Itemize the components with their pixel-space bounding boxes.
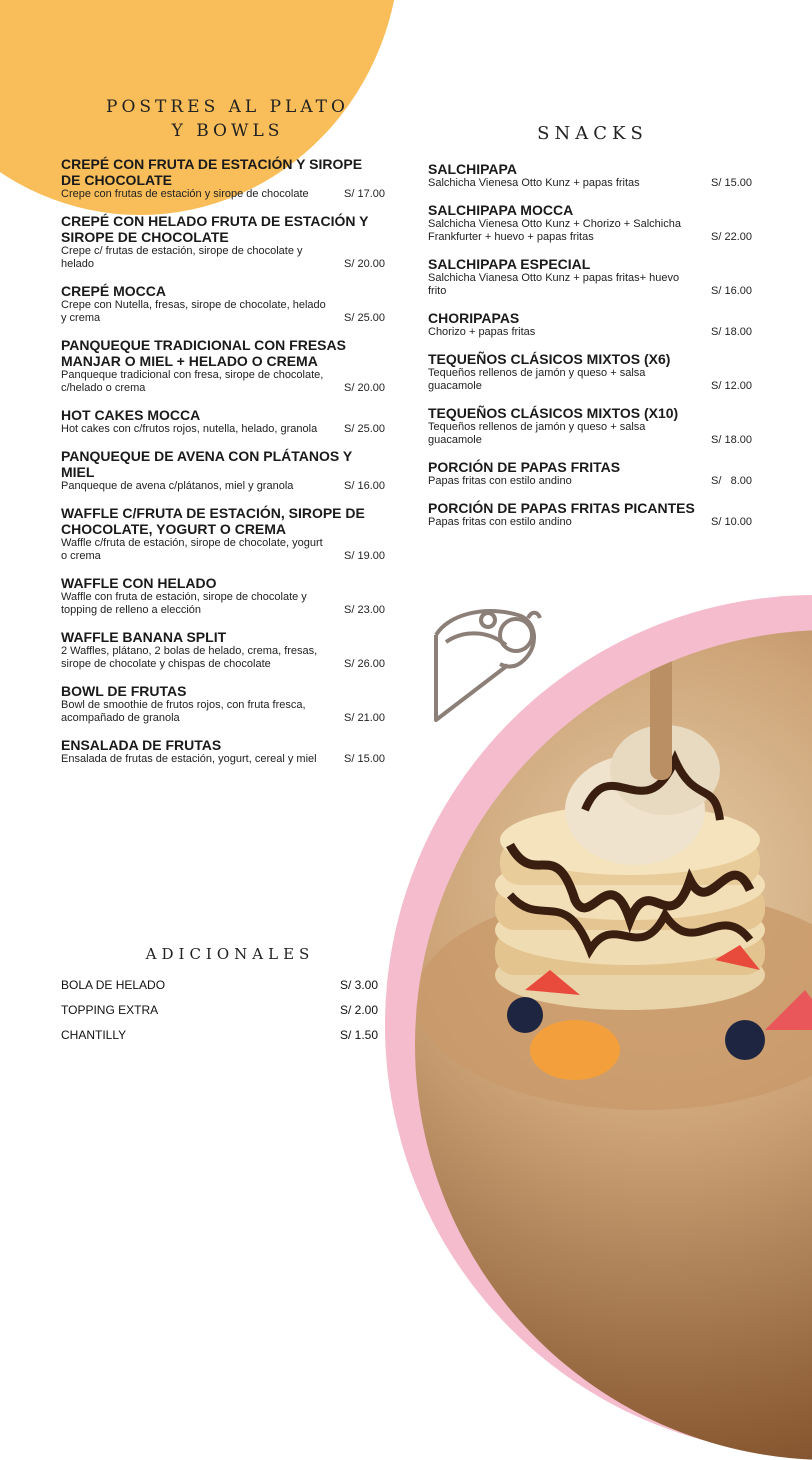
- menu-item: [61, 407, 385, 436]
- item-name: PANQUEQUE DE AVENA CON PLÁTANOS Y MIEL: [61, 448, 352, 480]
- item-price: S/ 25.00: [344, 312, 385, 324]
- item-desc: Panqueque de avena c/plátanos, miel y granola: [61, 480, 294, 492]
- item-desc: Papas fritas con estilo andino: [428, 516, 572, 528]
- extra-item: [61, 1028, 378, 1042]
- item-desc: Crepe con Nutella, fresas, sirope de chocolate, helado y crema: [61, 299, 326, 324]
- snacks-list: [428, 161, 752, 541]
- extra-name: TOPPING EXTRA: [61, 1003, 159, 1017]
- item-price: S/ 26.00: [344, 658, 385, 670]
- item-price: S/ 18.00: [711, 434, 752, 446]
- menu-item: [61, 156, 385, 201]
- item-price: S/ 16.00: [711, 285, 752, 297]
- item-name: ENSALADA DE FRUTAS: [61, 737, 222, 753]
- item-price: S/ 10.00: [711, 516, 752, 528]
- item-name: CREPÉ CON FRUTA DE ESTACIÓN Y SIROPE DE CHOCOLATE: [61, 156, 363, 188]
- crepe-icon: [428, 590, 548, 730]
- item-name: CREPÉ CON HELADO FRUTA DE ESTACIÓN Y SIROPE DE CHOCOLATE: [61, 213, 369, 245]
- menu-item: [428, 351, 752, 393]
- item-name: SALCHIPAPA MOCCA: [428, 202, 574, 218]
- menu-item: [61, 337, 385, 395]
- item-desc: Ensalada de frutas de estación, yogurt, cereal y miel: [61, 753, 317, 765]
- item-name: CREPÉ MOCCA: [61, 283, 167, 299]
- snacks-section-title: SNACKS: [537, 123, 648, 144]
- pancake-illustration: [415, 630, 812, 1460]
- item-name: BOWL DE FRUTAS: [61, 683, 187, 699]
- item-desc: 2 Waffles, plátano, 2 bolas de helado, crema, fresas, sirope de chocolate y chispas de chocolate: [61, 645, 318, 670]
- item-name: PORCIÓN DE PAPAS FRITAS: [428, 459, 621, 475]
- item-name: WAFFLE C/FRUTA DE ESTACIÓN, SIROPE DE CHOCOLATE, YOGURT O CREMA: [61, 505, 365, 537]
- item-price: S/ 21.00: [344, 712, 385, 724]
- postres-list: [61, 156, 385, 778]
- item-name: HOT CAKES MOCCA: [61, 407, 201, 423]
- item-desc: Crepe c/ frutas de estación, sirope de chocolate y helado: [61, 245, 303, 270]
- item-name: CHORIPAPAS: [428, 310, 520, 326]
- adicionales-list: [61, 978, 378, 1053]
- menu-item: [61, 575, 385, 617]
- item-desc: Chorizo + papas fritas: [428, 326, 536, 338]
- item-desc: Waffle c/fruta de estación, sirope de chocolate, yogurt o crema: [61, 537, 323, 562]
- item-desc: Bowl de smoothie de frutos rojos, con fruta fresca, acompañado de granola: [61, 699, 306, 724]
- menu-item: [61, 213, 385, 271]
- menu-item: [61, 448, 385, 493]
- extra-item: [61, 1003, 378, 1017]
- item-desc: Hot cakes con c/frutos rojos, nutella, helado, granola: [61, 423, 318, 435]
- extra-name: BOLA DE HELADO: [61, 978, 166, 992]
- menu-item: [61, 737, 385, 766]
- adicionales-section-title: ADICIONALES: [145, 945, 315, 963]
- item-price: S/ 16.00: [344, 480, 385, 492]
- item-price: S/ 15.00: [711, 177, 752, 189]
- item-desc: Tequeños rellenos de jamón y queso + salsa guacamole: [428, 367, 646, 392]
- menu-item: [61, 683, 385, 725]
- item-desc: Crepe con frutas de estación y sirope de chocolate: [61, 188, 309, 200]
- item-name: SALCHIPAPA ESPECIAL: [428, 256, 591, 272]
- menu-item: [61, 505, 385, 563]
- menu-item: [428, 310, 752, 339]
- item-name: TEQUEÑOS CLÁSICOS MIXTOS (X6): [428, 351, 671, 367]
- item-price: S/ 20.00: [344, 258, 385, 270]
- extra-price: S/ 1.50: [339, 1028, 378, 1042]
- menu-item: [428, 202, 752, 244]
- pancake-photo: [415, 630, 812, 1460]
- item-name: TEQUEÑOS CLÁSICOS MIXTOS (X10): [428, 405, 679, 421]
- menu-item: [61, 283, 385, 325]
- item-desc: Tequeños rellenos de jamón y queso + salsa guacamole: [428, 421, 646, 446]
- item-price: S/ 19.00: [344, 550, 385, 562]
- item-price: S/ 8.00: [711, 475, 752, 487]
- item-price: S/ 23.00: [344, 604, 385, 616]
- item-price: S/ 22.00: [711, 231, 752, 243]
- menu-item: [428, 161, 752, 190]
- item-price: S/ 15.00: [344, 753, 385, 765]
- item-name: WAFFLE CON HELADO: [61, 575, 217, 591]
- item-price: S/ 20.00: [344, 382, 385, 394]
- item-desc: Salchicha Vienesa Otto Kunz + papas fritas: [428, 177, 640, 189]
- postres-section-title: POSTRES AL PLATO Y BOWLS: [106, 97, 349, 141]
- item-desc: Waffle con fruta de estación, sirope de chocolate y topping de relleno a elección: [61, 591, 307, 616]
- item-name: SALCHIPAPA: [428, 161, 517, 177]
- item-name: WAFFLE BANANA SPLIT: [61, 629, 227, 645]
- extra-price: S/ 3.00: [339, 978, 378, 992]
- menu-item: [428, 500, 752, 529]
- item-name: PORCIÓN DE PAPAS FRITAS PICANTES: [428, 500, 695, 516]
- item-price: S/ 18.00: [711, 326, 752, 338]
- menu-item: [428, 405, 752, 447]
- extra-price: S/ 2.00: [339, 1003, 378, 1017]
- item-price: S/ 17.00: [344, 188, 385, 200]
- menu-item: [428, 256, 752, 298]
- item-price: S/ 25.00: [344, 423, 385, 435]
- extra-name: CHANTILLY: [61, 1028, 127, 1042]
- menu-item: [428, 459, 752, 488]
- item-desc: Panqueque tradicional con fresa, sirope de chocolate, c/helado o crema: [61, 369, 324, 394]
- item-name: PANQUEQUE TRADICIONAL CON FRESAS MANJAR O MIEL + HELADO O CREMA: [61, 337, 346, 369]
- item-price: S/ 12.00: [711, 380, 752, 392]
- item-desc: Salchicha Vianesa Otto Kunz + papas fritas+ huevo frito: [428, 272, 680, 297]
- item-desc: Papas fritas con estilo andino: [428, 475, 572, 487]
- menu-item: [61, 629, 385, 671]
- extra-item: [61, 978, 378, 992]
- item-desc: Salchicha Vienesa Otto Kunz + Chorizo + Salchicha Frankfurter + huevo + papas fritas: [428, 218, 681, 243]
